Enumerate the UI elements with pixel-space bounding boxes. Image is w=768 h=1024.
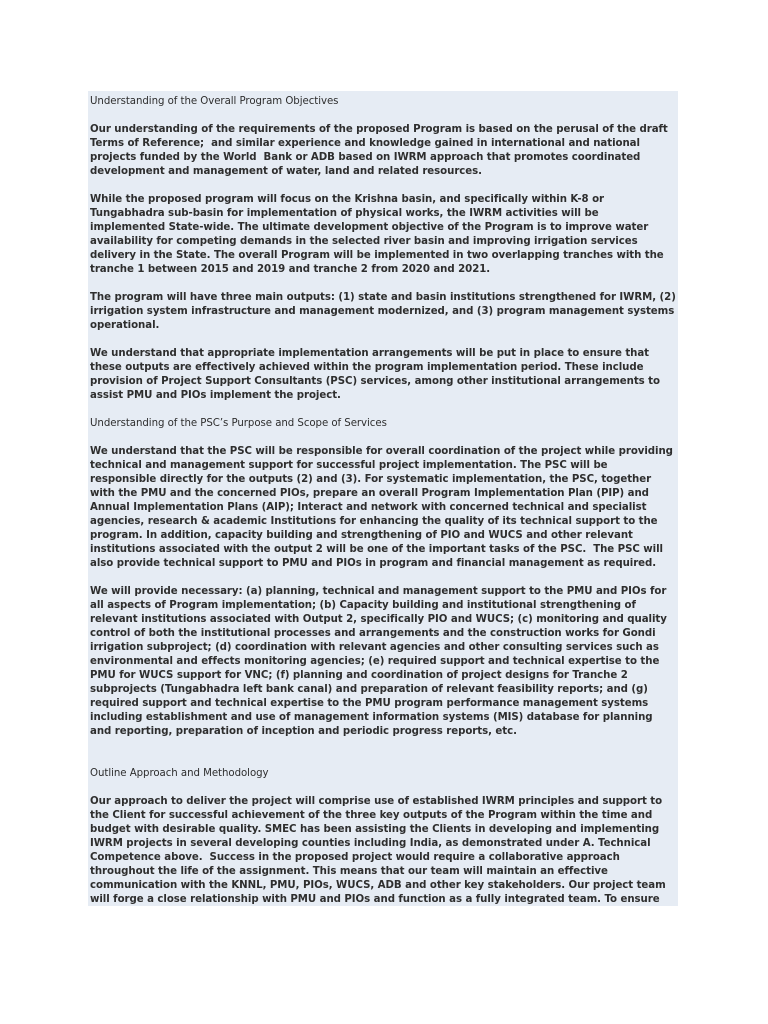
text-selection-block <box>88 91 678 906</box>
section-heading-approach-methodology: Outline Approach and Methodology <box>90 768 269 779</box>
paragraph-approach: Our approach to deliver the project will comprise use of established IWRM principles and support to the Client for successful achievement of the three key outputs of the Program within the time and budget with desirable quality. SMEC has been assisting the Clients in developing and implementing IWRM projects in several developing counties including India, as demonstrated under A. Technical Competence above. Success in the proposed project would require a collaborative approach throughout the life of the assignment. This means that our team will maintain an effective communication with the KNNL, PMU, PIOs, WUCS, ADB and other key stakeholders. Our project team will forge a close relationship with PMU and PIOs and function as a fully integrated team. To ensure <box>90 796 670 905</box>
section-heading-psc-scope: Understanding of the PSC’s Purpose and Scope of Services <box>90 418 387 429</box>
blank-line <box>90 753 676 767</box>
section-heading-program-objectives: Understanding of the Overall Program Objectives <box>90 96 339 107</box>
paragraph-implementation-arrangements: We understand that appropriate implementation arrangements will be put in place to ensure that these outputs are effectively achieved within the program implementation period. These include provision of Project Support Consultants (PSC) services, among other institutional arrangements to assist PMU and PIOs implement the project. <box>90 348 664 401</box>
paragraph-three-outputs: The program will have three main outputs: (1) state and basin institutions strengthened for IWRM, (2) irrigation system infrastructure and management modernized, and (3) program management systems operational. <box>90 292 680 331</box>
paragraph-services-list: We will provide necessary: (a) planning, technical and management support to the PMU and PIOs for all aspects of Program implementation; (b) Capacity building and institutional strengthening of relevant institutions associated with Output 2, specifically PIO and WUCS; (c) monitoring and quality control of both the institutional processes and arrangements and the construction works for Gondi irrigation subproject; (d) coordination with relevant agencies and other consulting services such as environmental and effects monitoring agencies; (e) required support and technical expertise to the PMU for WUCS support for VNC; (f) planning and coordination of project designs for Tranche 2 subprojects (Tungabhadra left bank canal) and preparation of relevant feasibility reports; and (g) required support and technical expertise to the PMU program performance management systems including establishment and use of management information systems (MIS) database for planning and reporting, preparation of inception and periodic progress reports, etc. <box>90 586 671 737</box>
paragraph-understanding-requirements: Our understanding of the requirements of the proposed Program is based on the perusal of the draft Terms of Reference; and similar experience and knowledge gained in international and national projects funded by the World Bank or ADB based on IWRM approach that promotes coordinated development and management of water, land and related resources. <box>90 124 672 177</box>
paragraph-krishna-basin: While the proposed program will focus on the Krishna basin, and specifically within K-8 or Tungabhadra sub-basin for implementation of physical works, the IWRM activities will be implemented State-wide. The ultimate development objective of the Program is to improve water availability for competing demands in the selected river basin and improving irrigation services delivery in the State. The overall Program will be implemented in two overlapping tranches with the tranche 1 between 2015 and 2019 and tranche 2 from 2020 and 2021. <box>90 194 668 275</box>
document-body <box>88 91 678 907</box>
paragraph-psc-responsibility: We understand that the PSC will be responsible for overall coordination of the project while providing technical and management support for successful project implementation. The PSC will be responsible directly for the outputs (2) and (3). For systematic implementation, the PSC, together with the PMU and the concerned PIOs, prepare an overall Program Implementation Plan (PIP) and Annual Implementation Plans (AIP); Interact and network with concerned technical and specialist agencies, research & academic Institutions for enhancing the quality of its technical support to the program. In addition, capacity building and strengthening of PIO and WUCS and other relevant institutions associated with the output 2 will be one of the important tasks of the PSC. The PSC will also provide technical support to PMU and PIOs in program and financial management as required. <box>90 446 677 569</box>
